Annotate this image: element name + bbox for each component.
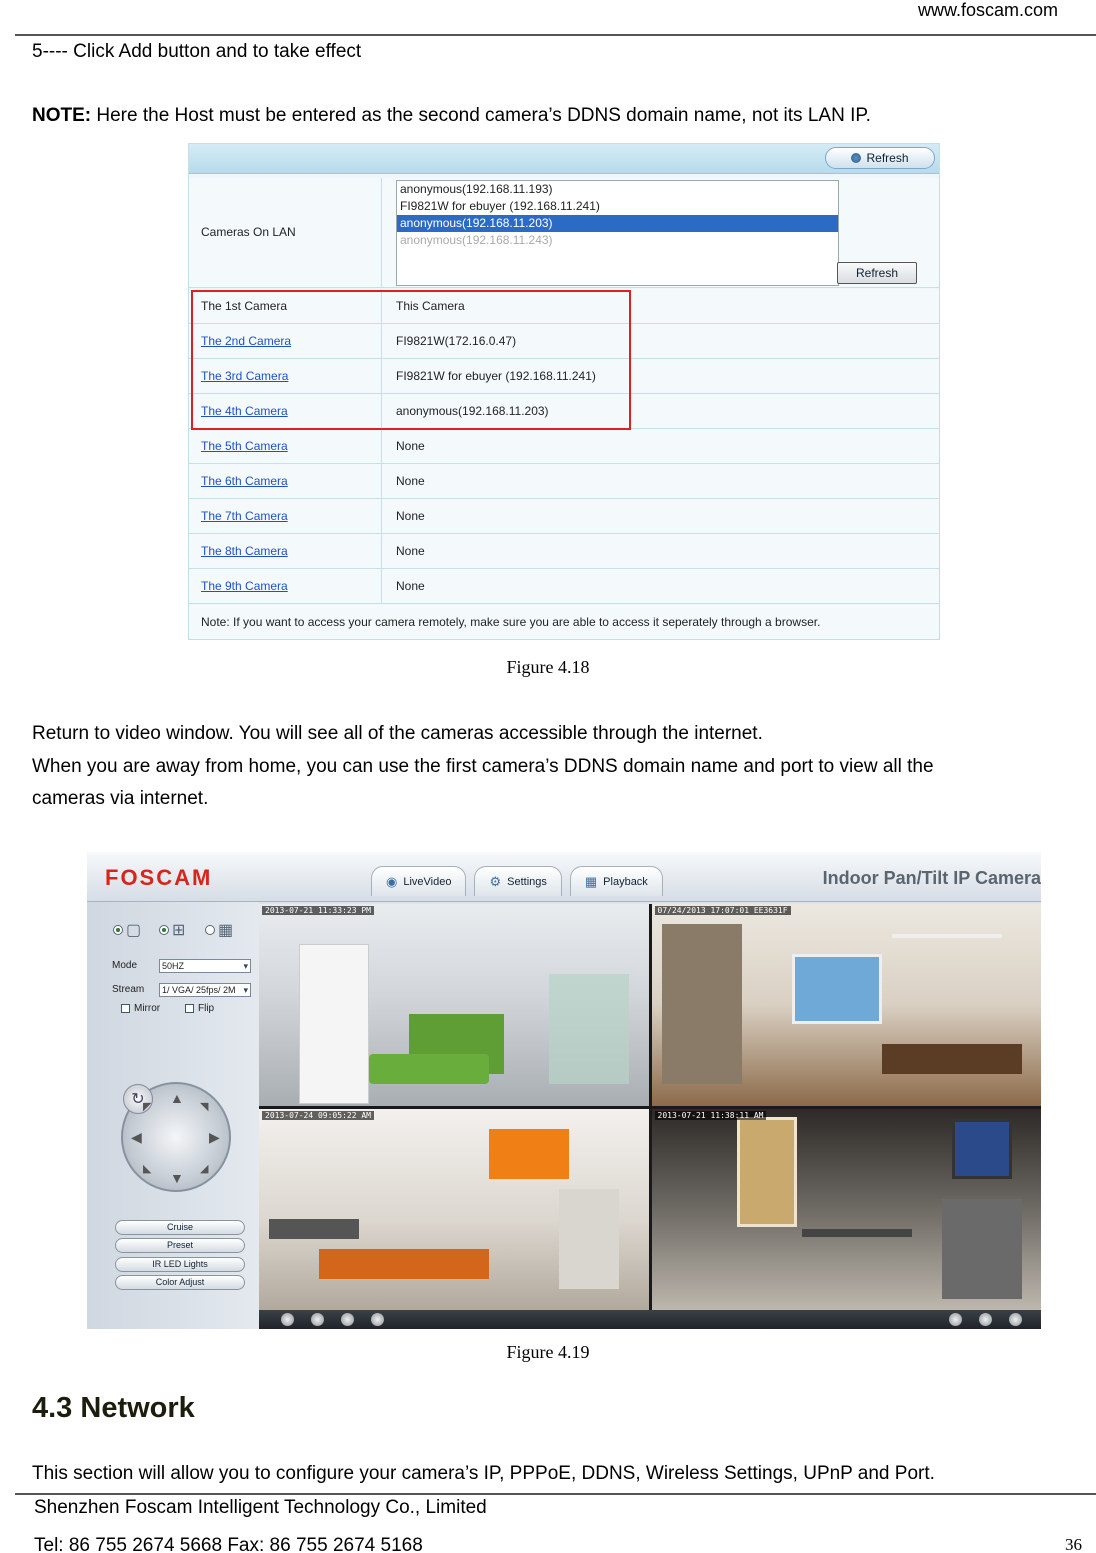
lan-list-item[interactable]: anonymous(192.168.11.193) <box>400 182 553 196</box>
lan-list-item[interactable]: anonymous(192.168.11.243) <box>400 233 553 247</box>
tab-playback[interactable]: ▦ Playback <box>570 866 663 896</box>
camera-row-value: FI9821W(172.16.0.47) <box>396 334 517 348</box>
foscam-logo: FOSCAM <box>105 865 213 890</box>
camera-row-link[interactable]: The 9th Camera <box>201 579 288 593</box>
cameras-on-lan-label: Cameras On LAN <box>201 225 296 239</box>
refresh-label-top: Refresh <box>866 151 909 165</box>
play-icon[interactable] <box>281 1313 294 1326</box>
camera-row-8 <box>189 534 939 569</box>
lan-list-item-selected[interactable]: anonymous(192.168.11.203) <box>397 215 838 232</box>
figure-4-19-caption: Figure 4.19 <box>506 1342 590 1362</box>
paragraph-away-line1: When you are away from home, you can use the first camera’s DDNS domain name and port to view all the <box>32 756 934 777</box>
fullscreen-icon[interactable] <box>1009 1313 1022 1326</box>
timestamp: 2013-07-21 11:38:11 AM <box>655 1111 767 1120</box>
timestamp: 07/24/2013 17:07:01 EE3631F <box>655 906 791 915</box>
calendar-icon: ▦ <box>584 873 598 889</box>
camera-row-name: The 1st Camera <box>201 299 288 313</box>
layout-1-option[interactable] <box>113 920 141 940</box>
section-heading: 4.3 Network <box>32 1392 195 1424</box>
arrow-left-icon[interactable]: ◀ <box>131 1129 142 1145</box>
fig18-topbar <box>189 144 939 174</box>
tab-bar <box>371 866 663 896</box>
lan-list-item[interactable]: FI9821W for ebuyer (192.168.11.241) <box>400 199 600 213</box>
footer-company: Shenzhen Foscam Intelligent Technology Co., Limited <box>34 1497 487 1518</box>
single-view-icon: ▢ <box>126 922 142 939</box>
camera-view-4[interactable] <box>652 1109 1042 1311</box>
camera-row-value: None <box>396 579 425 593</box>
app-header <box>87 852 1041 902</box>
camera-row-link[interactable]: The 6th Camera <box>201 474 288 488</box>
video-grid <box>259 904 1041 1310</box>
layout-4-option[interactable] <box>159 920 185 940</box>
figure-4-19 <box>87 852 1041 1329</box>
footer-divider <box>15 1493 1096 1495</box>
refresh-button-list[interactable] <box>837 262 917 284</box>
header-url: www.foscam.com <box>917 0 1058 20</box>
camera-row-value: None <box>396 474 425 488</box>
mode-select[interactable]: 50HZ ▾ <box>159 959 251 973</box>
camera-row-value: None <box>396 544 425 558</box>
arrow-up-right-icon[interactable]: ◥ <box>200 1101 209 1113</box>
camera-row-value: None <box>396 439 425 453</box>
gear-icon: ⚙ <box>489 873 502 889</box>
product-title: Indoor Pan/Tilt IP Camera <box>822 868 1041 888</box>
refresh-button-top[interactable] <box>825 147 935 169</box>
note-text: Here the Host must be entered as the second camera’s DDNS domain name, not its LAN IP. <box>91 105 871 126</box>
camera-icon: ◉ <box>386 873 398 889</box>
quad-view-icon: ⊞ <box>172 922 186 939</box>
audio-icon[interactable] <box>341 1313 354 1326</box>
camera-view-1[interactable] <box>259 904 649 1106</box>
camera-view-2[interactable] <box>652 904 1042 1106</box>
ptz-control-pad[interactable] <box>121 1082 231 1192</box>
camera-row-link[interactable]: The 3rd Camera <box>201 369 289 383</box>
timestamp: 2013-07-24 09:05:22 AM <box>262 1111 374 1120</box>
arrow-down-right-icon[interactable]: ◢ <box>200 1163 209 1175</box>
camera-row-value: None <box>396 509 425 523</box>
footer-contact: Tel: 86 755 2674 5668 Fax: 86 755 2674 5168 <box>34 1535 423 1553</box>
lan-camera-list[interactable] <box>396 180 839 286</box>
flip-checkbox[interactable]: Flip <box>185 1003 214 1014</box>
camera-row-value: anonymous(192.168.11.203) <box>396 404 549 418</box>
arrow-up-icon[interactable]: ▲ <box>170 1090 184 1106</box>
step-5-text: 5---- Click Add button and to take effect <box>32 41 362 62</box>
paragraph-away-line2: cameras via internet. <box>32 788 209 809</box>
paragraph-return: Return to video window. You will see all of the cameras accessible through the internet. <box>32 723 763 744</box>
record-icon[interactable] <box>979 1313 992 1326</box>
camera-row-value: This Camera <box>396 299 465 313</box>
stop-icon[interactable] <box>311 1313 324 1326</box>
nine-view-icon: ▦ <box>218 922 234 939</box>
camera-view-3[interactable] <box>259 1109 649 1311</box>
timestamp: 2013-07-21 11:33:23 PM <box>262 906 374 915</box>
mirror-checkbox[interactable]: Mirror <box>121 1003 160 1014</box>
ir-led-lights-button[interactable]: IR LED Lights <box>115 1257 245 1272</box>
arrow-right-icon[interactable]: ▶ <box>209 1129 220 1145</box>
preset-button[interactable]: Preset <box>115 1238 245 1253</box>
tab-settings[interactable]: ⚙ Settings <box>474 866 561 896</box>
tab-livevideo[interactable]: ◉ LiveVideo <box>371 866 466 896</box>
section-intro: This section will allow you to configure your camera’s IP, PPPoE, DDNS, Wireless Settings, UPnP and Port. <box>32 1463 935 1484</box>
camera-row-link[interactable]: The 5th Camera <box>201 439 288 453</box>
arrow-down-left-icon[interactable]: ◣ <box>143 1163 152 1175</box>
highlight-box <box>191 290 631 430</box>
stream-select[interactable]: 1/ VGA/ 25fps/ 2M ▾ <box>159 983 251 997</box>
talk-icon[interactable] <box>371 1313 384 1326</box>
camera-row-6 <box>189 464 939 499</box>
note-label: NOTE: <box>32 105 92 126</box>
arrow-down-icon[interactable]: ▼ <box>170 1170 184 1186</box>
video-toolbar <box>259 1310 1041 1329</box>
remote-access-note: Note: If you want to access your camera remotely, make sure you are able to access it seperately through a browser. <box>189 605 939 639</box>
figure-4-18 <box>188 143 940 640</box>
stream-label: Stream <box>112 984 145 995</box>
refresh-label-list: Refresh <box>855 266 899 280</box>
camera-row-9 <box>189 569 939 604</box>
camera-row-5 <box>189 429 939 464</box>
camera-row-link[interactable]: The 8th Camera <box>201 544 288 558</box>
figure-4-18-caption: Figure 4.18 <box>506 657 590 677</box>
camera-row-link[interactable]: The 2nd Camera <box>201 334 292 348</box>
note-paragraph <box>32 104 871 128</box>
layout-9-option[interactable] <box>205 920 233 940</box>
snapshot-icon[interactable] <box>949 1313 962 1326</box>
page-number: 36 <box>1065 1535 1082 1553</box>
control-sidebar <box>87 902 259 1329</box>
arrow-up-left-icon[interactable]: ◤ <box>143 1101 152 1113</box>
header-divider <box>15 34 1096 36</box>
camera-row-link[interactable]: The 7th Camera <box>201 509 288 523</box>
mode-label: Mode <box>112 960 138 971</box>
cruise-button[interactable]: Cruise <box>115 1220 245 1235</box>
camera-row-7 <box>189 499 939 534</box>
camera-row-value: FI9821W for ebuyer (192.168.11.241) <box>396 369 596 383</box>
refresh-dot-icon <box>851 153 861 163</box>
camera-row-link[interactable]: The 4th Camera <box>201 404 288 418</box>
cameras-on-lan-row <box>189 178 939 288</box>
ptz-center-reset-icon[interactable]: ↻ <box>123 1084 153 1114</box>
color-adjust-button[interactable]: Color Adjust <box>115 1275 245 1290</box>
